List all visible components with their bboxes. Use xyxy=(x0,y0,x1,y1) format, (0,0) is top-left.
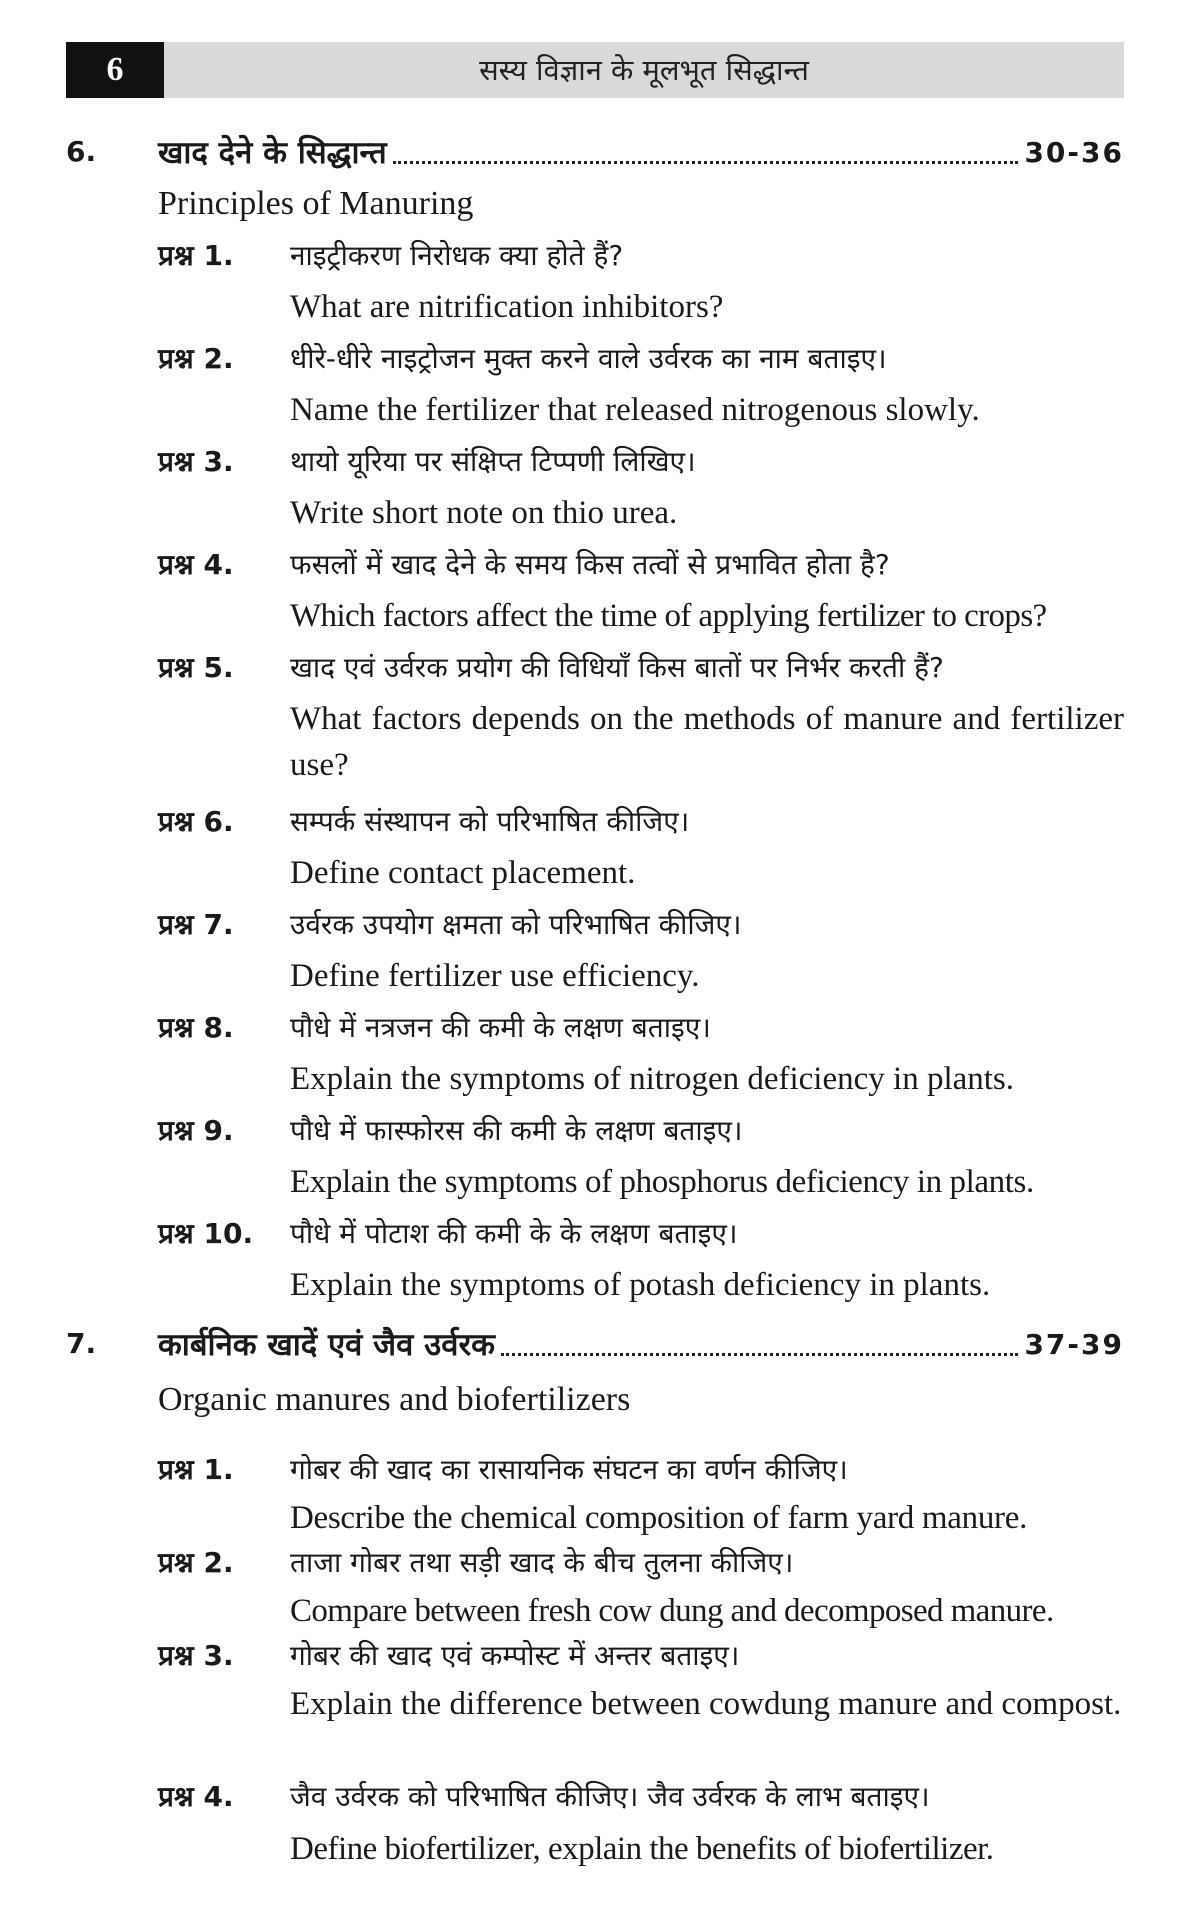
question-hindi: पौधे में फास्फोरस की कमी के लक्षण बताइए। xyxy=(290,1114,743,1147)
running-title: सस्य विज्ञान के मूलभूत सिद्धान्त xyxy=(479,53,809,87)
question-hindi: जैव उर्वरक को परिभाषित कीजिए। जैव उर्वरक के लाभ बताइए। xyxy=(290,1780,930,1813)
question-label: प्रश्न 4. xyxy=(158,548,234,581)
question-english: Which factors affect the time of applying fertilizer to crops? xyxy=(290,598,1047,634)
question-hindi: फसलों में खाद देने के समय किस तत्वों से प्रभावित होता है? xyxy=(290,548,890,581)
question-label: प्रश्न 3. xyxy=(158,1639,234,1672)
section-page-range: 37-39 xyxy=(1024,1327,1124,1361)
question-english: Explain the symptoms of phosphorus deficiency in plants. xyxy=(290,1164,1034,1200)
leader-dots xyxy=(501,1353,1019,1356)
question-label: प्रश्न 2. xyxy=(158,1546,234,1579)
section-title-row xyxy=(158,1322,1124,1366)
question-label: प्रश्न 1. xyxy=(158,1453,234,1486)
question-english: Compare between fresh cow dung and decomposed manure. xyxy=(290,1593,1054,1629)
question-english: Describe the chemical composition of farm yard manure. xyxy=(290,1500,1028,1536)
question-english: What factors depends on the methods of manure and fertilizer use? xyxy=(290,701,1124,783)
question-english: Write short note on thio urea. xyxy=(290,495,678,531)
question-hindi: पौधे में नत्रजन की कमी के लक्षण बताइए। xyxy=(290,1011,711,1044)
section-title-english: Organic manures and biofertilizers xyxy=(158,1381,631,1418)
question-label: प्रश्न 10. xyxy=(158,1217,254,1250)
question-label: प्रश्न 4. xyxy=(158,1780,234,1813)
section-title-english: Principles of Manuring xyxy=(158,185,474,222)
question-label: प्रश्न 1. xyxy=(158,239,234,272)
section-heading xyxy=(66,130,1124,174)
question-hindi: नाइट्रीकरण निरोधक क्या होते हैं? xyxy=(290,239,624,272)
section-page-range: 30-36 xyxy=(1024,135,1124,169)
question-label: प्रश्न 9. xyxy=(158,1114,234,1147)
question-hindi: सम्पर्क संस्थापन को परिभाषित कीजिए। xyxy=(290,805,690,838)
section-heading xyxy=(66,1322,1124,1366)
question-label: प्रश्न 3. xyxy=(158,445,234,478)
section-title-hindi: खाद देने के सिद्धान्त xyxy=(158,135,387,171)
question-label: प्रश्न 8. xyxy=(158,1011,234,1044)
page-number: 6 xyxy=(66,42,164,98)
question-english: Define biofertilizer, explain the benefits of biofertilizer. xyxy=(290,1831,994,1867)
question-english: Define contact placement. xyxy=(290,855,636,891)
section-title-row xyxy=(158,130,1124,174)
question-hindi: गोबर की खाद एवं कम्पोस्ट में अन्तर बताइए। xyxy=(290,1639,740,1672)
question-hindi: खाद एवं उर्वरक प्रयोग की विधियाँ किस बातों पर निर्भर करती हैं? xyxy=(290,651,944,684)
question-english: What are nitrification inhibitors? xyxy=(290,289,724,325)
question-hindi: गोबर की खाद का रासायनिक संघटन का वर्णन कीजिए। xyxy=(290,1453,848,1486)
question-english: Explain the symptoms of potash deficiency in plants. xyxy=(290,1267,991,1303)
question-english: Define fertilizer use efficiency. xyxy=(290,958,700,994)
question-hindi: उर्वरक उपयोग क्षमता को परिभाषित कीजिए। xyxy=(290,908,742,941)
question-label: प्रश्न 7. xyxy=(158,908,234,941)
question-label: प्रश्न 6. xyxy=(158,805,234,838)
question-hindi: ताजा गोबर तथा सड़ी खाद के बीच तुलना कीजिए। xyxy=(290,1546,794,1579)
question-hindi: पौधे में पोटाश की कमी के के लक्षण बताइए। xyxy=(290,1217,738,1250)
section-number: 6. xyxy=(66,135,97,168)
section-number: 7. xyxy=(66,1327,97,1360)
question-english: Explain the symptoms of nitrogen deficiency in plants. xyxy=(290,1061,1015,1097)
question-hindi: धीरे-धीरे नाइट्रोजन मुक्त करने वाले उर्वरक का नाम बताइए। xyxy=(290,342,887,375)
leader-dots xyxy=(393,161,1019,164)
question-label: प्रश्न 5. xyxy=(158,651,234,684)
question-hindi: थायो यूरिया पर संक्षिप्त टिप्पणी लिखिए। xyxy=(290,445,696,478)
question-label: प्रश्न 2. xyxy=(158,342,234,375)
question-english: Explain the difference between cowdung manure and compost. xyxy=(290,1686,1122,1722)
question-english: Name the fertilizer that released nitrogenous slowly. xyxy=(290,392,980,428)
section-title-hindi: कार्बनिक खादें एवं जैव उर्वरक xyxy=(158,1327,495,1363)
